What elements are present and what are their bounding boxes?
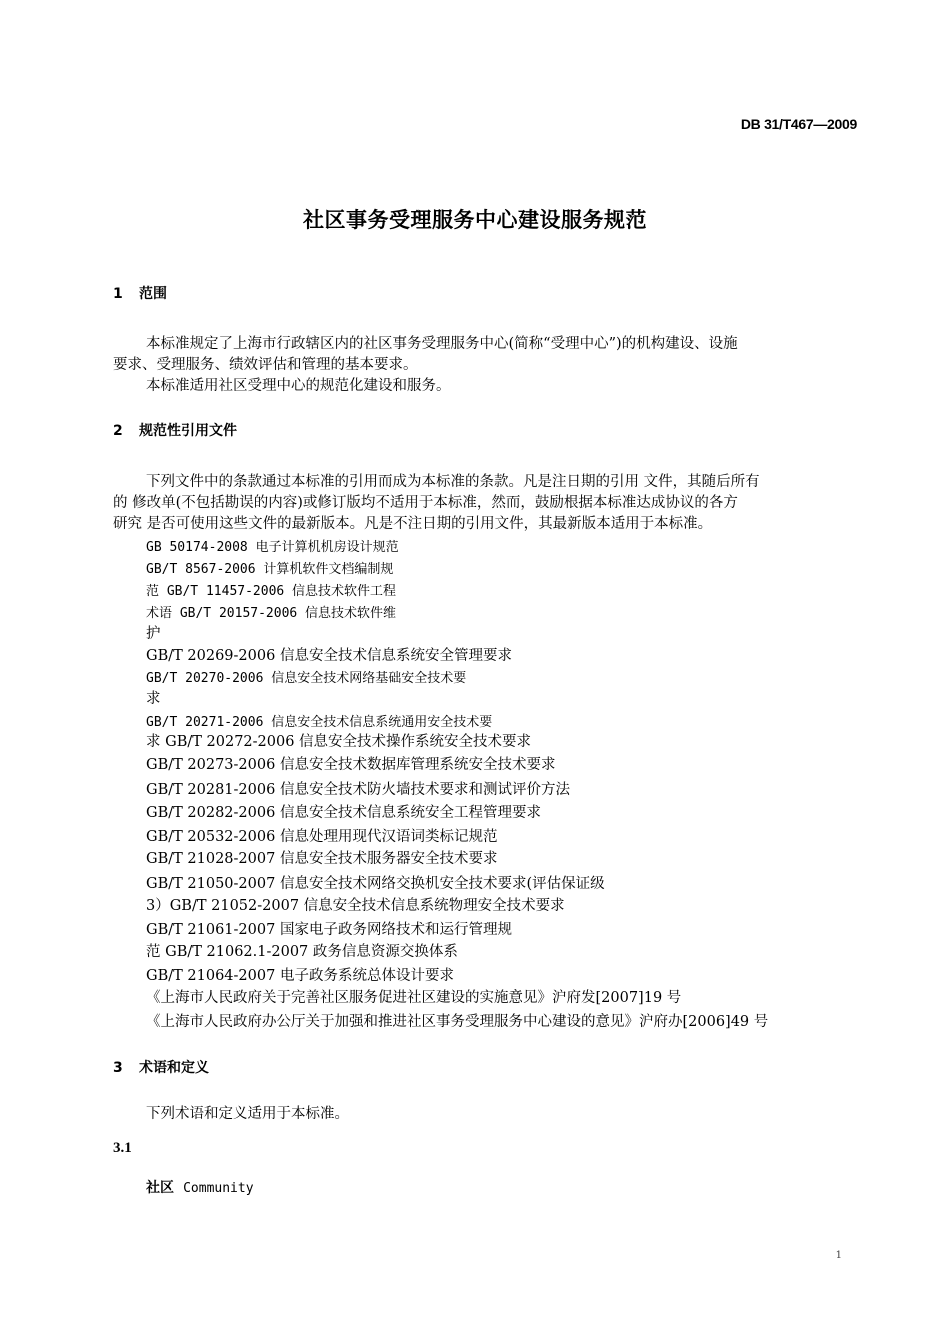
reference-line: 范 GB/T 11457-2006 信息技术软件工程 (146, 584, 397, 599)
reference-line: 术语 GB/T 20157-2006 信息技术软件维 (146, 606, 397, 621)
term-entry (146, 1177, 254, 1197)
reference-line: 3）GB/T 21052-2007 信息安全技术信息系统物理安全技术要求 (146, 898, 565, 914)
paragraph-line: 的 修改单(不包括勘误的内容)或修订版均不适用于本标准，然而，鼓励根据本标准达成协议的各方 (113, 495, 738, 511)
term-en: Community (183, 1181, 254, 1196)
paragraph-line: 要求、受理服务、绩效评估和管理的基本要求。 (113, 357, 418, 373)
reference-line: 求 GB/T 20272-2006 信息安全技术操作系统安全技术要求 (146, 734, 532, 750)
section-number: 1 (113, 286, 123, 302)
reference-line: 范 GB/T 21062.1-2007 政务信息资源交换体系 (146, 944, 458, 960)
reference-line: 《上海市人民政府关于完善社区服务促进社区建设的实施意见》沪府发[2007]19 号 (146, 990, 682, 1006)
paragraph-line: 本标准适用社区受理中心的规范化建设和服务。 (146, 378, 451, 394)
reference-line: GB/T 21050-2007 信息安全技术网络交换机安全技术要求(评估保证级 (146, 876, 605, 892)
reference-line: GB/T 21028-2007 信息安全技术服务器安全技术要求 (146, 851, 498, 867)
section-number: 3 (113, 1060, 123, 1076)
section-number: 2 (113, 423, 123, 439)
clause-number: 3.1 (113, 1140, 132, 1156)
reference-line: GB/T 20270-2006 信息安全技术网络基础安全技术要 (146, 671, 467, 686)
section-title: 规范性引用文件 (139, 423, 237, 439)
reference-line: GB/T 20532-2006 信息处理用现代汉语词类标记规范 (146, 829, 498, 845)
reference-line: GB/T 20281-2006 信息安全技术防火墙技术要求和测试评价方法 (146, 782, 570, 798)
document-title: 社区事务受理服务中心建设服务规范 (303, 208, 647, 232)
paragraph-line: 下列文件中的条款通过本标准的引用而成为本标准的条款。凡是注日期的引用 文件，其随后所有 (146, 474, 760, 490)
paragraph-line: 下列术语和定义适用于本标准。 (146, 1106, 349, 1122)
reference-line: GB/T 8567-2006 计算机软件文档编制规 (146, 562, 394, 577)
reference-line: 《上海市人民政府办公厅关于加强和推进社区事务受理服务中心建设的意见》沪府办[2006]49 号 (146, 1014, 769, 1030)
reference-line: 求 (146, 691, 161, 707)
section-heading-normative-references (113, 420, 237, 440)
page-number: 1 (835, 1250, 842, 1261)
reference-line: GB 50174-2008 电子计算机机房设计规范 (146, 540, 399, 555)
reference-line: GB/T 21061-2007 国家电子政务网络技术和运行管理规 (146, 922, 512, 938)
reference-line: GB/T 20271-2006 信息安全技术信息系统通用安全技术要 (146, 715, 493, 730)
section-heading-scope (113, 283, 167, 303)
reference-line: GB/T 20269-2006 信息安全技术信息系统安全管理要求 (146, 648, 512, 664)
paragraph-line: 研究 是否可使用这些文件的最新版本。凡是不注日期的引用文件，其最新版本适用于本标准。 (113, 516, 713, 532)
reference-line: 护 (146, 626, 161, 642)
reference-line: GB/T 20273-2006 信息安全技术数据库管理系统安全技术要求 (146, 757, 556, 773)
standard-code: DB 31/T467—2009 (740, 116, 857, 132)
term-zh: 社区 (146, 1180, 174, 1196)
reference-line: GB/T 20282-2006 信息安全技术信息系统安全工程管理要求 (146, 805, 541, 821)
section-title: 范围 (139, 286, 167, 302)
section-title: 术语和定义 (139, 1060, 209, 1076)
reference-line: GB/T 21064-2007 电子政务系统总体设计要求 (146, 968, 454, 984)
paragraph-line: 本标准规定了上海市行政辖区内的社区事务受理服务中心(简称“受理中心”)的机构建设、设施 (146, 336, 738, 352)
section-heading-terms-definitions (113, 1057, 209, 1077)
